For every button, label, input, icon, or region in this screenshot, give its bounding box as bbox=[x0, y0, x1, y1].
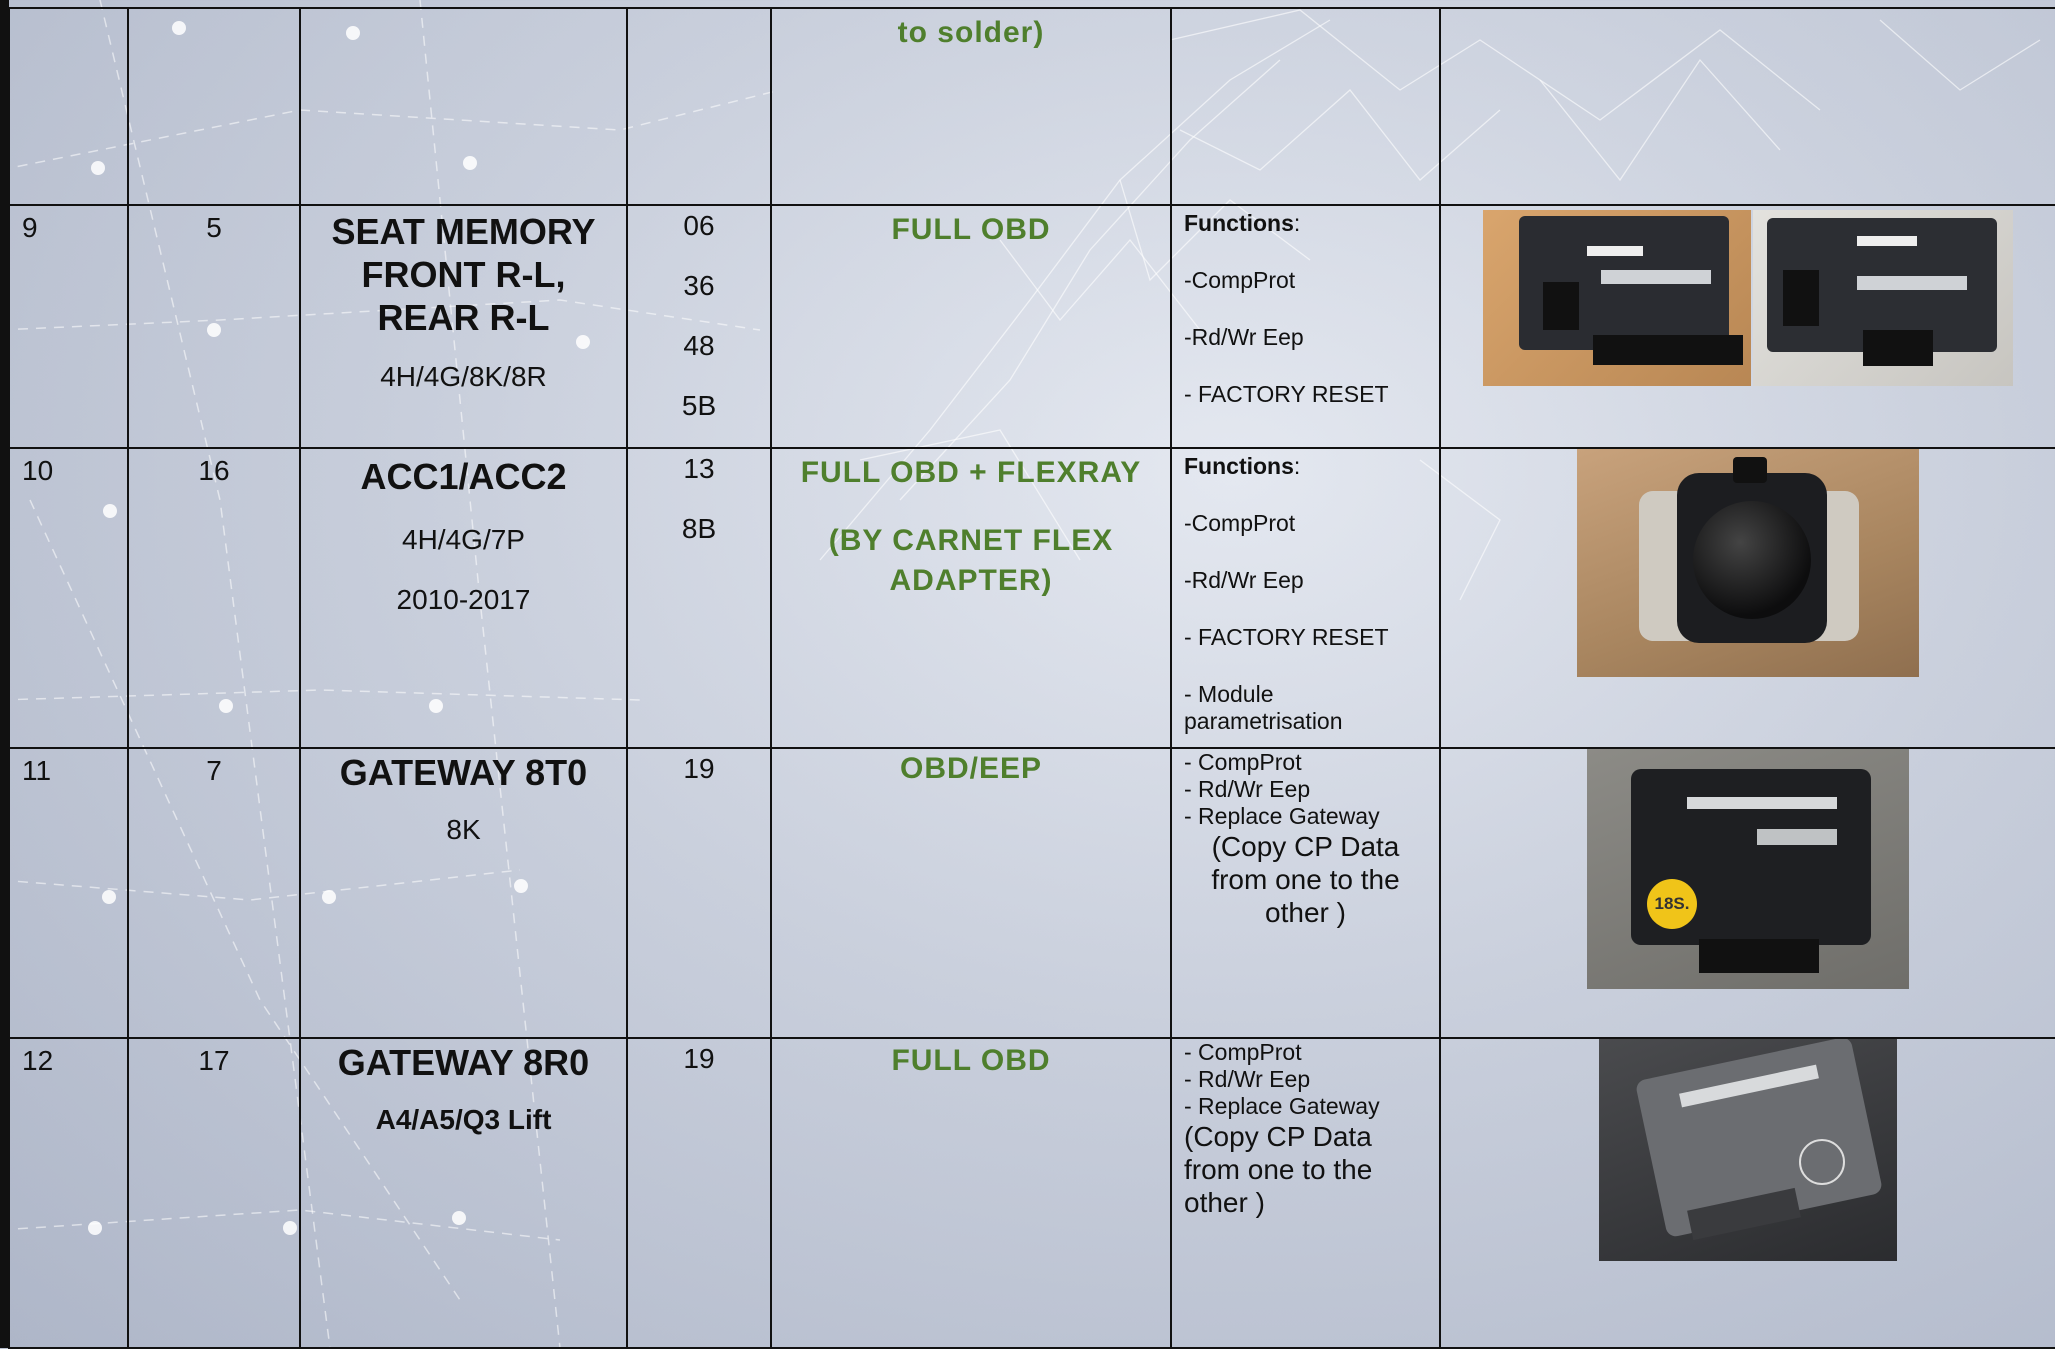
address-id: 5B bbox=[681, 390, 717, 421]
table-row bbox=[9, 748, 2055, 1038]
function-note: (Copy CP Data bbox=[1184, 1121, 1372, 1152]
function-item: -Rd/Wr Eep bbox=[1184, 324, 1304, 350]
function-item: - FACTORY RESET bbox=[1184, 624, 1389, 650]
acc-radar-sensor-photo bbox=[1577, 449, 1919, 677]
functions-cell bbox=[1171, 748, 1440, 1038]
functions-title: Functions bbox=[1184, 210, 1294, 236]
function-item: - Replace Gateway bbox=[1184, 1093, 1380, 1119]
row-subnumber: 7 bbox=[128, 748, 300, 1038]
table-row bbox=[9, 8, 2055, 205]
address-id: 19 bbox=[683, 1043, 715, 1074]
model-years: 2010-2017 bbox=[396, 584, 531, 615]
module-title: REAR R-L bbox=[377, 297, 550, 338]
row-subnumber: 17 bbox=[128, 1038, 300, 1348]
model-codes: A4/A5/Q3 Lift bbox=[375, 1104, 552, 1135]
functions-cell: Functions: -CompProt -Rd/Wr Eep - FACTORY RESET - Module parametrisation bbox=[1171, 448, 1440, 748]
image-cell bbox=[1440, 448, 2055, 748]
function-note: other ) bbox=[1184, 1187, 1265, 1218]
model-codes: 4H/4G/8K/8R bbox=[380, 361, 547, 392]
function-item: -CompProt bbox=[1184, 510, 1296, 536]
table-row bbox=[9, 448, 2055, 748]
function-note: (Copy CP Data bbox=[1211, 831, 1400, 862]
row-subnumber: 5 bbox=[128, 205, 300, 448]
module-name-cell bbox=[300, 748, 627, 1038]
address-id: 19 bbox=[683, 753, 715, 784]
functions-cell: Functions: -CompProt -Rd/Wr Eep - FACTORY RESET bbox=[1171, 205, 1440, 448]
module-title: GATEWAY 8T0 bbox=[339, 752, 588, 793]
mode-text: ADAPTER) bbox=[889, 564, 1053, 597]
module-title: SEAT MEMORY bbox=[331, 211, 596, 252]
row-number: 12 bbox=[9, 1038, 128, 1348]
address-ids-cell bbox=[627, 205, 771, 448]
mode-text: to solder) bbox=[897, 16, 1045, 49]
row-number: 10 bbox=[9, 448, 128, 748]
function-item: - CompProt bbox=[1184, 749, 1302, 775]
module-name-cell bbox=[300, 448, 627, 748]
module-table bbox=[8, 7, 2055, 1349]
address-ids-cell bbox=[627, 748, 771, 1038]
badge-sticker: 18S. bbox=[1647, 879, 1697, 929]
function-item: - Replace Gateway bbox=[1184, 803, 1380, 829]
mode-text: (BY CARNET FLEX bbox=[828, 524, 1114, 557]
module-name-cell bbox=[300, 205, 627, 448]
address-id: 48 bbox=[683, 330, 715, 361]
address-id: 06 bbox=[683, 210, 715, 241]
function-item: - FACTORY RESET bbox=[1184, 381, 1389, 407]
address-id: 13 bbox=[683, 453, 715, 484]
image-cell bbox=[1440, 748, 2055, 1038]
functions-title: Functions bbox=[1184, 453, 1294, 479]
row-number: 9 bbox=[9, 205, 128, 448]
function-item: - Module bbox=[1184, 681, 1274, 707]
module-title: GATEWAY 8R0 bbox=[337, 1042, 590, 1083]
gateway-8r0-photo bbox=[1599, 1039, 1897, 1261]
function-note: from one to the bbox=[1211, 864, 1400, 895]
mode-text: OBD/EEP bbox=[899, 752, 1043, 785]
function-item: -CompProt bbox=[1184, 267, 1296, 293]
module-name-cell bbox=[300, 1038, 627, 1348]
function-item: - Rd/Wr Eep bbox=[1184, 1066, 1311, 1092]
seat-memory-module-photo-b bbox=[1753, 210, 2013, 386]
mode-text: FULL OBD bbox=[891, 1044, 1051, 1077]
function-note: other ) bbox=[1265, 897, 1346, 928]
model-codes: 4H/4G/7P bbox=[402, 524, 525, 555]
table-row bbox=[9, 205, 2055, 448]
address-id: 8B bbox=[681, 513, 717, 544]
module-title: FRONT R-L, bbox=[361, 254, 566, 295]
function-item: - CompProt bbox=[1184, 1039, 1302, 1065]
functions-cell bbox=[1171, 1038, 1440, 1348]
model-codes: 8K bbox=[446, 814, 481, 845]
module-title: ACC1/ACC2 bbox=[360, 456, 567, 497]
address-ids-cell bbox=[627, 448, 771, 748]
seat-memory-module-photo-a bbox=[1483, 210, 1751, 386]
image-cell bbox=[1440, 205, 2055, 448]
gateway-8t0-photo bbox=[1587, 749, 1909, 989]
function-note: from one to the bbox=[1184, 1154, 1373, 1185]
mode-text: FULL OBD bbox=[891, 213, 1051, 246]
table-row bbox=[9, 1038, 2055, 1348]
row-subnumber: 16 bbox=[128, 448, 300, 748]
image-cell bbox=[1440, 1038, 2055, 1348]
mode-text: FULL OBD + FLEXRAY bbox=[800, 456, 1142, 489]
row-number: 11 bbox=[9, 748, 128, 1038]
function-item: - Rd/Wr Eep bbox=[1184, 776, 1311, 802]
function-item: parametrisation bbox=[1184, 708, 1343, 734]
address-id: 36 bbox=[683, 270, 715, 301]
function-item: -Rd/Wr Eep bbox=[1184, 567, 1304, 593]
address-ids-cell bbox=[627, 1038, 771, 1348]
